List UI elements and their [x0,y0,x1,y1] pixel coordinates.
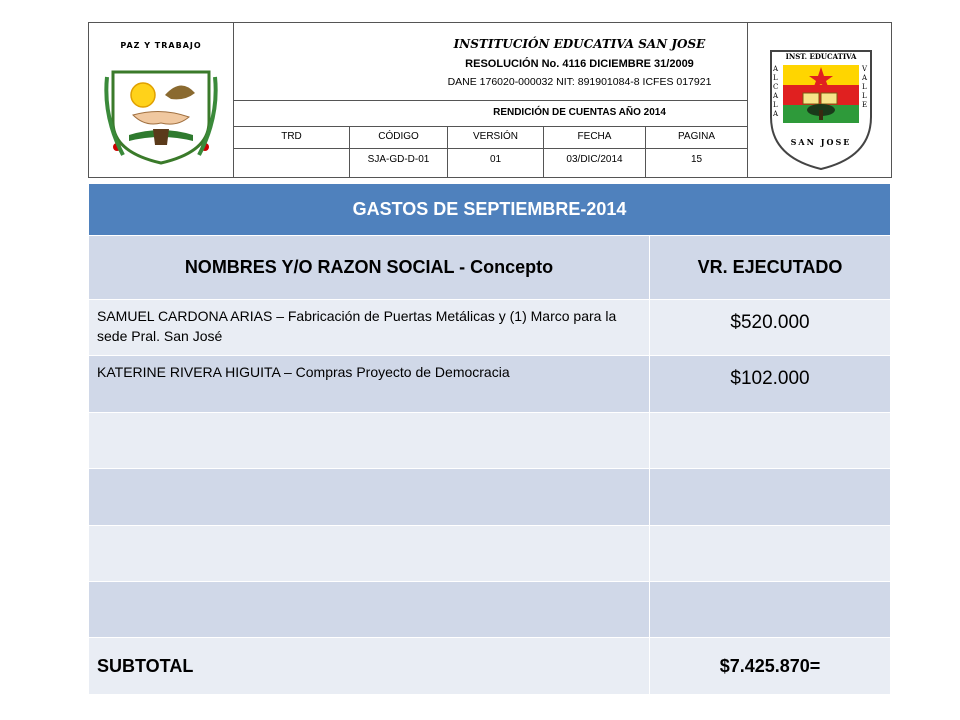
dane-nit-icfes-line: DANE 176020-000032 NIT: 891901084-8 ICFES 017921 [447,76,712,88]
row-amount: $520.000 [650,300,891,356]
row-description [89,413,650,469]
shield-top-text: INST. EDUCATIVA [785,52,857,61]
subtotal-label: SUBTOTAL [89,638,650,695]
grid-header-trd: TRD [281,131,302,142]
table-row [89,526,891,582]
grid-header-version: VERSIÓN [472,131,518,142]
grid-value-version: 01 [489,154,502,165]
shield-right-text: VALLE [862,65,868,109]
row-amount [650,413,891,469]
row-description: SAMUEL CARDONA ARIAS – Fabricación de Puertas Metálicas y (1) Marco para la sede Pral. San José [89,300,650,356]
emblem-motto: PAZ Y TRABAJO [120,41,202,50]
report-title: RENDICIÓN DE CUENTAS AÑO 2014 [493,107,666,118]
paz-y-trabajo-emblem [93,37,229,167]
row-amount [650,582,891,638]
school-shield-emblem [765,47,877,171]
grid-header-codigo: CÓDIGO [378,131,419,142]
grid-header-pagina: PAGINA [677,131,716,142]
grid-value-pagina: 15 [690,154,703,165]
grid-header-fecha: FECHA [577,131,612,142]
table-row [89,469,891,526]
subtotal-row [89,638,891,695]
row-description [89,582,650,638]
table-row [89,582,891,638]
institution-name: INSTITUCIÓN EDUCATIVA SAN JOSE [453,37,706,51]
row-amount [650,526,891,582]
row-description [89,526,650,582]
shield-left-text: ALCALA [773,65,779,118]
shield-bottom-text: SAN JOSE [790,137,852,147]
table-row [89,413,891,469]
grid-value-codigo: SJA-GD-D-01 [367,154,430,165]
row-amount: $102.000 [650,356,891,413]
subtotal-value: $7.425.870= [650,638,891,695]
table-row [89,300,891,356]
row-amount [650,469,891,526]
expenses-table [88,183,891,695]
grid-value-fecha: 03/DIC/2014 [566,154,623,165]
column-header-value: VR. EJECUTADO [650,236,891,300]
document-header [88,22,892,178]
row-description [89,469,650,526]
column-header-name: NOMBRES Y/O RAZON SOCIAL - Concepto [89,236,650,300]
resolution-line: RESOLUCIÓN No. 4116 DICIEMBRE 31/2009 [465,58,694,70]
table-title: GASTOS DE SEPTIEMBRE-2014 [89,184,891,236]
row-description: KATERINE RIVERA HIGUITA – Compras Proyecto de Democracia [89,356,650,413]
table-row [89,356,891,413]
